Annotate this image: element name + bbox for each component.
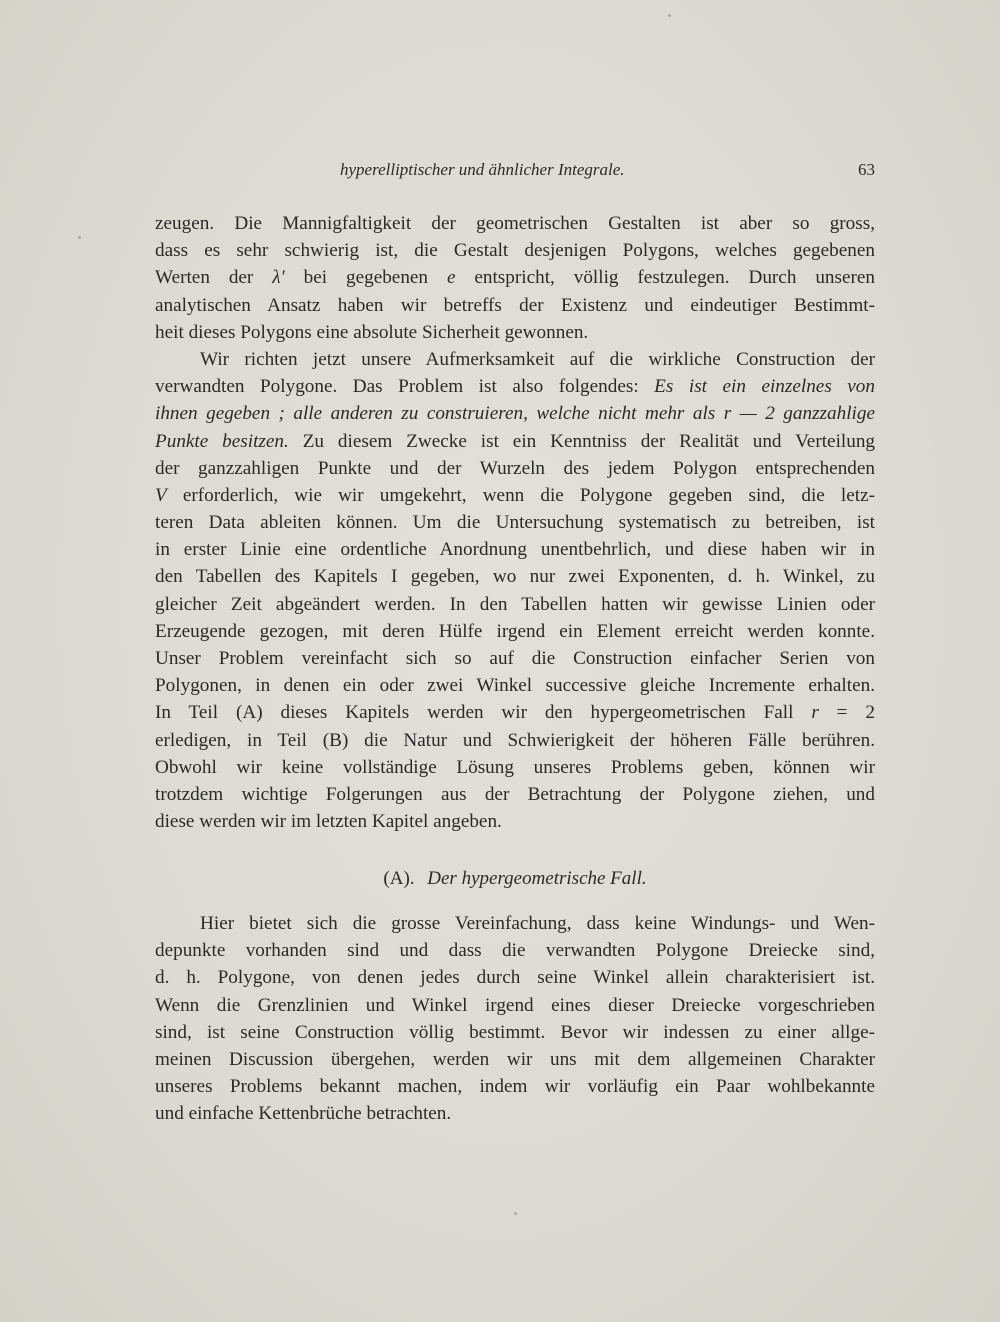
text-line: Werten der λ′ bei gegebenen e entspricht, völlig festzulegen. Durch unseren: [155, 267, 875, 289]
lambda-symbol: λ′: [272, 267, 285, 289]
paper-speck: [78, 236, 81, 239]
text-line: V erforderlich, wie wir umgekehrt, wenn die Polygone gegeben sind, die letz-: [155, 484, 875, 506]
text-line: heit dieses Polygons eine absolute Sicherheit gewonnen.: [155, 321, 589, 343]
running-title: hyperelliptischer und ähnlicher Integrale.: [340, 160, 625, 179]
paper-speck: [514, 1212, 517, 1215]
text-line: Polygonen, in denen ein oder zwei Winkel successive gleiche Incremente erhalten.: [155, 675, 875, 697]
text-line: unseres Problems bekannt machen, indem wir vorläufig ein Paar wohlbekannte: [155, 1076, 875, 1098]
text-line: trotzdem wichtige Folgerungen aus der Betrachtung der Polygone ziehen, und: [155, 783, 875, 805]
text-line: Punkte besitzen. Zu diesem Zwecke ist ein Kenntniss der Realität und Verteilung: [155, 430, 876, 452]
section-label: (A).: [383, 868, 415, 889]
text-line: dass es sehr schwierig ist, die Gestalt desjenigen Polygons, welches gegebenen: [155, 240, 875, 262]
text-line: meinen Discussion übergehen, werden wir uns mit dem allgemeinen Charakter: [155, 1048, 875, 1070]
text-line: Unser Problem vereinfacht sich so auf die Construction einfacher Serien von: [155, 648, 875, 669]
page-number: 63: [858, 160, 875, 179]
text-line: d. h. Polygone, von denen jedes durch seine Winkel allein charakterisiert ist.: [155, 967, 875, 989]
text-line: Hier bietet sich die grosse Vereinfachung, dass keine Windungs- und Wen-: [200, 913, 875, 934]
paper-speck: [668, 14, 671, 17]
text-line: Erzeugende gezogen, mit deren Hülfe irgend ein Element erreicht werden konnte.: [155, 620, 875, 642]
section-text-block: [155, 910, 875, 1128]
text-line: depunkte vorhanden sind und dass die verwandten Polygone Dreiecke sind,: [155, 940, 875, 962]
text-line: und einfache Kettenbrüche betrachten.: [155, 1103, 452, 1125]
text-line: in erster Linie eine ordentliche Anordnung unentbehrlich, und diese haben wir in: [155, 539, 875, 561]
text-line: diese werden wir im letzten Kapitel angeben.: [155, 811, 502, 833]
text-line: erledigen, in Teil (B) die Natur und Schwierigkeit der höheren Fälle berühren.: [155, 729, 875, 751]
section-title: Der hypergeometrische Fall.: [427, 868, 647, 889]
text-line: der ganzzahligen Punkte und der Wurzeln des jedem Polygon entsprechenden: [155, 457, 875, 479]
text-line: den Tabellen des Kapitels I gegeben, wo nur zwei Exponenten, d. h. Winkel, zu: [155, 566, 875, 588]
text-line: teren Data ableiten können. Um die Untersuchung systematisch zu betreiben, ist: [155, 512, 875, 534]
text-line: sind, ist seine Construction völlig bestimmt. Bevor wir indessen zu einer allge-: [155, 1021, 875, 1043]
text-line: Obwohl wir keine vollständige Lösung unseres Problems geben, können wir: [155, 756, 875, 778]
text-line: analytischen Ansatz haben wir betreffs der Existenz und eindeutiger Bestimmt-: [155, 294, 875, 316]
text-line: Wir richten jetzt unsere Aufmerksamkeit auf die wirkliche Construction der: [200, 348, 875, 370]
main-text-block: [155, 210, 875, 835]
section-heading: [155, 868, 875, 890]
text-line: In Teil (A) dieses Kapitels werden wir den hypergeometrischen Fall r = 2: [155, 702, 875, 724]
text-line: zeugen. Die Mannigfaltigkeit der geometrischen Gestalten ist aber so gross,: [155, 213, 875, 234]
text-line: Wenn die Grenzlinien und Winkel irgend eines dieser Dreiecke vorgeschrieben: [155, 994, 875, 1016]
text-line: gleicher Zeit abgeändert werden. In den Tabellen hatten wir gewisse Linien oder: [155, 593, 875, 615]
text-line: verwandten Polygone. Das Problem ist also folgendes: Es ist ein einzelnes von: [155, 376, 875, 398]
text-line: ihnen gegeben ; alle anderen zu construieren, welche nicht mehr als r — 2 ganzzahlige: [155, 403, 875, 425]
running-header: [155, 160, 875, 186]
